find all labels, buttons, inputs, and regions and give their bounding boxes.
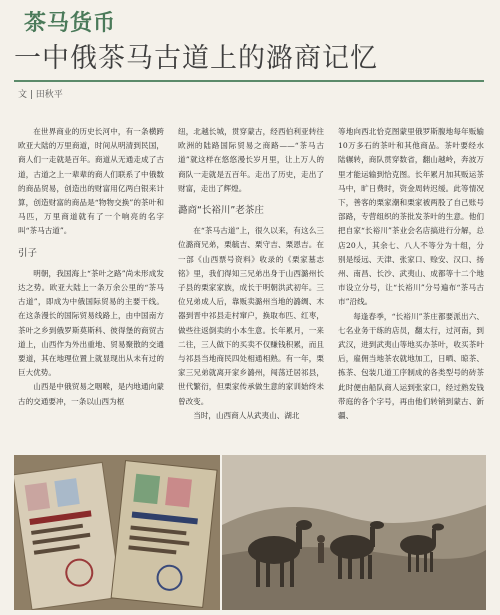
text-column-2 xyxy=(178,125,324,455)
section-heading: 潞商“长裕川”老茶庄 xyxy=(178,205,264,217)
paragraph: 在世界商业的历史长河中，有一条横跨欧亚大陆的万里商道，时间从明清到民国，商人们一走就是百年。商道从无通走成了古道，古道之上一辈辈的商人们联系了中俄数的商品贸易，创造出的财富用亿两白银来计算，创造财富的商品是“物物交换”的茶叶和马匹，万里商道就有了一个响亮的名字叫“茶马古道”。 xyxy=(18,127,164,236)
section-heading: 引子 xyxy=(18,247,38,259)
paragraph: 在“茶马古道”上，很久以来，有这么三位潞商兄弟，栗毓吉、栗守吉、栗恩吉。在一部《山西票号资料》收录的《栗家墓志铭》里，我们得知三兄弟出身于山西潞州长子县的栗家家族，成长于明朝洪武初年。三位兄弟成人后，靠贩卖潞州当地的潞绸、木器到晋中祁县走村窜户，换取布匹、红枣，做些往返倒卖的小本生意。长年累月，一来二往，三人做下的买卖不仅赚钱积累，而且与祁县当地商民四处相通相熟。有一年，栗家三兄弟就离开家乡潞州，闯荡迁居祁县，世代繁衍，但栗家传承做生意的家训始终未曾改变。 xyxy=(178,226,324,406)
camel-caravan-photo-image xyxy=(222,455,486,610)
title-rule xyxy=(14,80,484,82)
text-column-1 xyxy=(18,125,164,455)
old-envelopes-with-stamps-image xyxy=(14,455,220,610)
text-column-3 xyxy=(338,125,484,455)
article-header xyxy=(0,0,500,115)
paragraph: 每逢春季，“长裕川”茶庄都要派出六、七名业务干练的店员，翻太行，过河南，到武汉，进到武夷山等地买办茶叶，收买茶叶后，雇佣当地茶农就地加工，日晒、晾茶、拣茶、包装几道工序制成的各类型号的砖茶此时便由船队商人运到张家口，经过熟发钱带庭的各个字号，再由他们转销到蒙古、新疆、 xyxy=(338,311,484,421)
paragraph: 山西是中俄贸易之咽喉，是内地通向蒙古的交通要冲，一条以山西为枢 xyxy=(18,382,164,406)
paragraph: 当时，山西商人从武夷山、湖北 xyxy=(193,410,300,420)
photo-strip xyxy=(14,455,486,610)
paragraph: 明朝，我国海上“茶叶之路”尚未形成发达之势。欧亚大陆上一条万余公里的“茶马古道”，即成为中俄国际贸易的主要干线。在这条漫长的国际贸易线路上，由中国南方茶叶之乡到俄罗斯莫斯科、彼得堡的商贸古道上，山西作为外出重地、贸易聚散的交通要道，其在地理位置上就显现出从未有过的巨大优势。 xyxy=(18,268,164,378)
paragraph: 等地向西北恰克图蒙里俄罗斯腹地每年贩输10万多石的茶叶和其他商品。茶叶要经水陆辗转，商队贯穿数省，翻山越岭，奔波万里才能运输到恰克图。长年累月加其贩运茶马中，旷日费时，资金周转迟缓。此等情况下，善客的栗家潮和栗家被两股了自己账号部路，专营组织的茶批发茶叶的生意。他们把自家“长裕川”茶业会名店搞进行分解，总店20人，其余七、八人不等分为十组，分别是绥远、天津、张家口、赊安、汉口、扬州、南昌、长沙、武夷山、成都等十二个地市设立分号，让“长裕川”分号遍布“茶马古市”沿线。 xyxy=(338,127,484,307)
paragraph: 纽，北越长城，贯穿蒙古，经西伯利亚转往欧洲的陆路国际贸易之商路——“茶马古道”就这样在悠悠漫长岁月里，让上万人的商队一走就是五百年。走出了历史，走出了财富，走出了辉煌。 xyxy=(178,127,324,193)
section-kicker: 茶马货币 xyxy=(24,10,117,36)
article-title: 一中俄茶马古道上的潞商记忆 xyxy=(14,43,378,74)
author-byline: 文 | 田秋平 xyxy=(18,90,63,100)
article-body xyxy=(18,125,484,455)
